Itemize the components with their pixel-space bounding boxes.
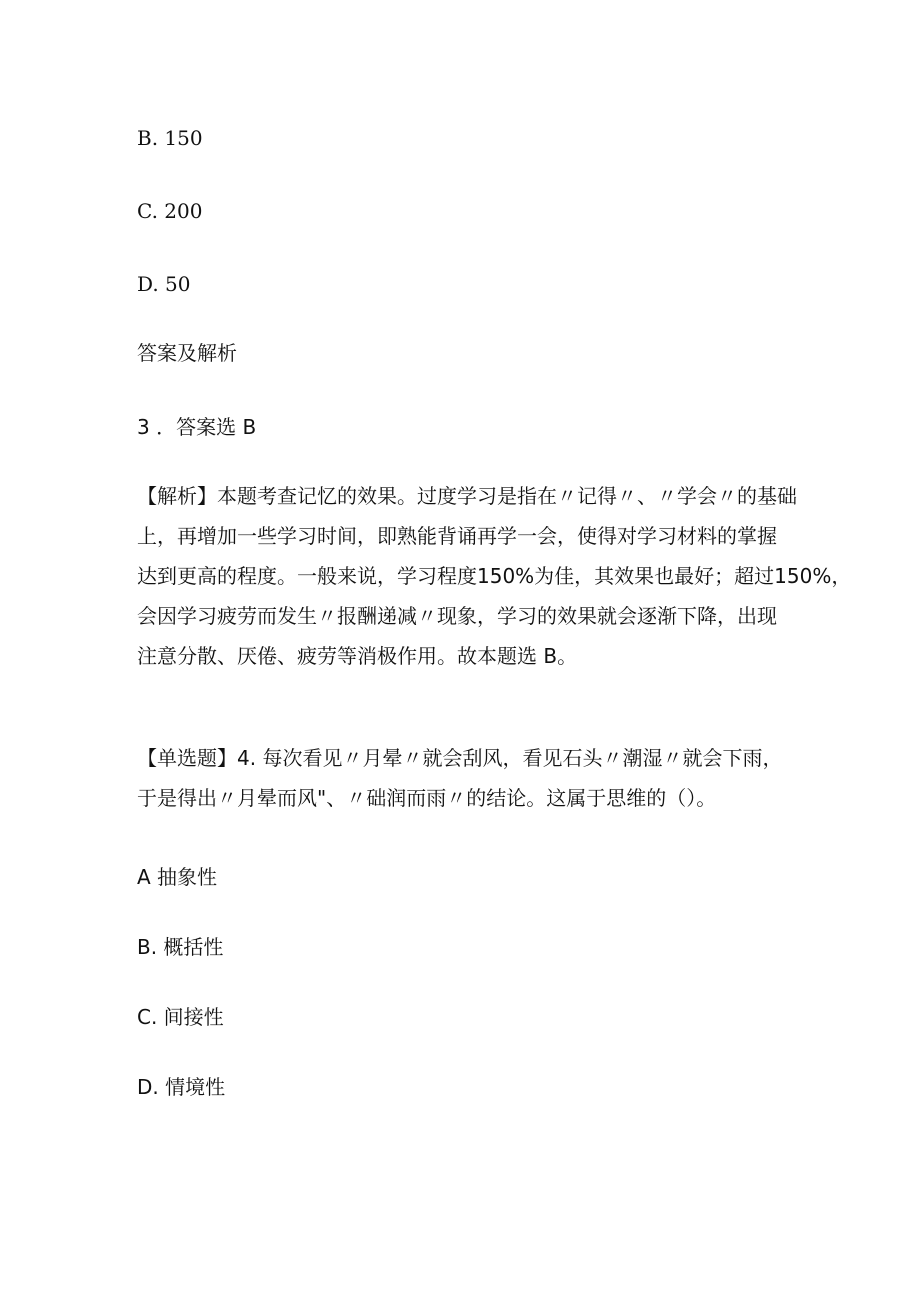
q3-option-b: B. 150 [137,126,203,150]
question-4-line-1: 【单选题】4. 每次看见〃月晕〃就会刮风，看见石头〃潮湿〃就会下雨， [137,746,783,770]
analysis-line-1: 【解析】本题考查记忆的效果。过度学习是指在〃记得〃、〃学会〃的基础 [137,484,797,508]
analysis-paragraph [137,476,852,676]
q4-option-b: B. 概括性 [137,935,224,959]
answer-heading: 答案及解析 [137,341,237,365]
question-4-line-2: 于是得出〃月晕而风"、〃础润而雨〃的结论。这属于思维的（）。 [137,786,717,810]
q4-option-d: D. 情境性 [137,1075,226,1099]
analysis-line-3: 达到更高的程度。一般来说，学习程度150%为佳，其效果也最好；超过150%， [137,564,852,588]
analysis-line-2: 上，再增加一些学习时间，即熟能背诵再学一会，使得对学习材料的掌握 [137,524,777,548]
q3-option-d: D. 50 [137,272,191,296]
answer-line: 3 ．答案选 B [137,415,257,439]
q4-option-a: A 抽象性 [137,865,218,889]
q3-option-c: C. 200 [137,199,203,223]
question-4-stem [137,738,787,818]
analysis-line-5: 注意分散、厌倦、疲劳等消极作用。故本题选 B。 [137,644,578,668]
q4-option-c: C. 间接性 [137,1005,224,1029]
analysis-line-4: 会因学习疲劳而发生〃报酬递减〃现象，学习的效果就会逐渐下降，出现 [137,604,777,628]
